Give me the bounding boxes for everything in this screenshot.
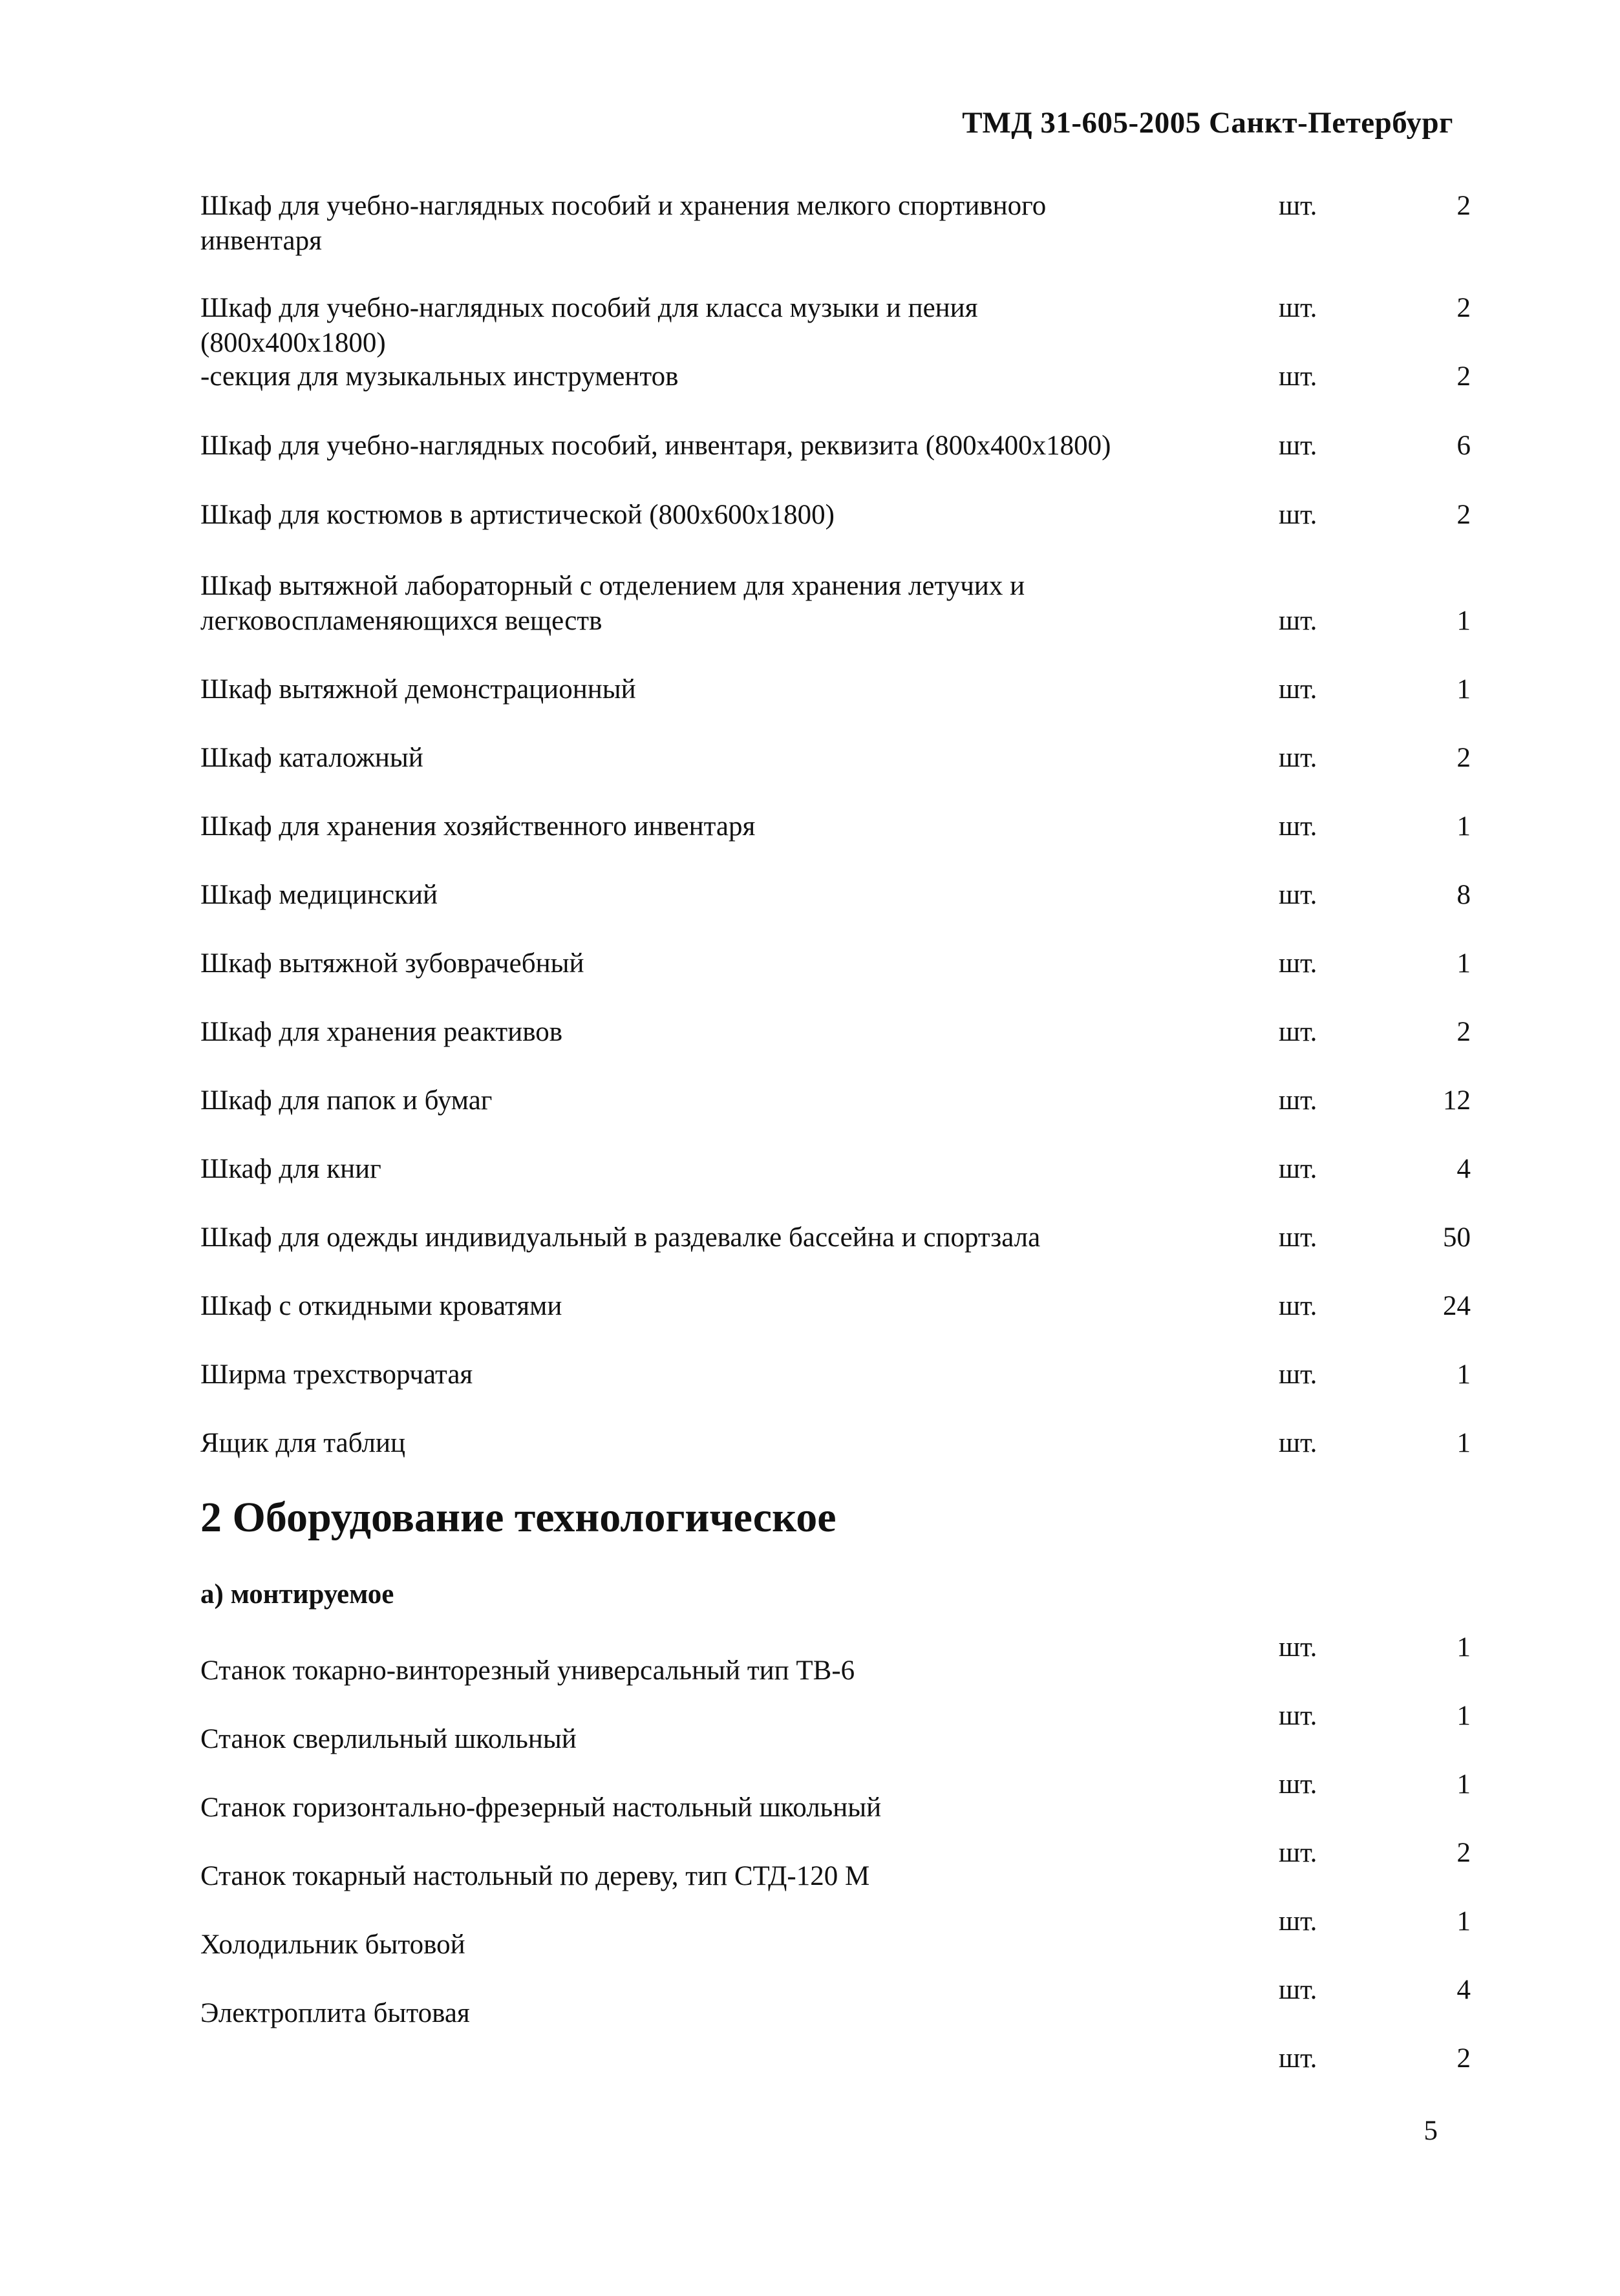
item-quantity: 4 xyxy=(1456,1975,1471,2005)
item-quantity: 2 xyxy=(1456,743,1471,773)
item-name xyxy=(200,1426,1235,1461)
item-name: Станок горизонтально-фрезерный настольный школьный xyxy=(200,1792,882,1823)
item-quantity: 24 xyxy=(1443,1291,1471,1321)
item-name: Станок сверлильный школьный xyxy=(200,1724,577,1754)
item-unit: шт. xyxy=(1279,1428,1317,1458)
item-name: Станок токарно-винторезный универсальный тип ТВ-6 xyxy=(200,1655,855,1686)
item-name-line: Шкаф для хранения реактивов xyxy=(200,1017,563,1047)
item-name xyxy=(200,1015,1235,1050)
item-unit: шт. xyxy=(1279,1222,1317,1253)
item-quantity: 8 xyxy=(1456,880,1471,910)
item-unit: шт. xyxy=(1279,1975,1317,2005)
subsection-title: а) монтируемое xyxy=(200,1579,394,1610)
item-unit: шт. xyxy=(1279,2043,1317,2074)
item-unit: шт. xyxy=(1279,1359,1317,1390)
item-name-line: Шкаф вытяжной зубоврачебный xyxy=(200,948,584,979)
item-name: Холодильник бытовой xyxy=(200,1929,465,1960)
item-name xyxy=(200,1083,1235,1118)
item-name xyxy=(200,498,1235,533)
page-number: 5 xyxy=(1423,2116,1438,2146)
document-header: ТМД 31-605-2005 Санкт-Петербург xyxy=(962,106,1453,140)
item-name-line: Ширма трехстворчатая xyxy=(200,1359,473,1390)
item-name-line: Шкаф каталожный xyxy=(200,743,423,773)
item-name-line: Шкаф для книг xyxy=(200,1154,381,1184)
item-unit: шт. xyxy=(1279,191,1317,221)
item-quantity: 1 xyxy=(1456,948,1471,979)
item-name-line: Шкаф с откидными кроватями xyxy=(200,1291,562,1321)
item-unit: шт. xyxy=(1279,293,1317,323)
item-unit: шт. xyxy=(1279,948,1317,979)
item-name-line: Шкаф вытяжной лабораторный с отделением для хранения летучих и xyxy=(200,571,1025,601)
item-unit: шт. xyxy=(1279,743,1317,773)
item-name xyxy=(200,291,1235,361)
item-unit: шт. xyxy=(1279,1017,1317,1047)
item-unit: шт. xyxy=(1279,430,1317,461)
item-unit: шт. xyxy=(1279,1632,1317,1663)
item-unit: шт. xyxy=(1279,1769,1317,1800)
item-name-line: Шкаф для костюмов в артистической (800x600x1800) xyxy=(200,500,835,530)
item-name: Станок токарный настольный по дереву, тип СТД-120 М xyxy=(200,1861,870,1891)
item-name-line: -секция для музыкальных инструментов xyxy=(200,361,679,392)
item-name xyxy=(200,1220,1235,1255)
item-quantity: 2 xyxy=(1456,1017,1471,1047)
item-quantity: 2 xyxy=(1456,500,1471,530)
item-unit: шт. xyxy=(1279,1906,1317,1937)
item-name-line: Шкаф для хранения хозяйственного инвентаря xyxy=(200,811,756,842)
item-unit: шт. xyxy=(1279,1085,1317,1116)
item-name-line: Шкаф вытяжной демонстрационный xyxy=(200,674,636,705)
item-name xyxy=(200,946,1235,981)
item-quantity: 1 xyxy=(1456,1701,1471,1731)
item-unit: шт. xyxy=(1279,500,1317,530)
item-quantity: 2 xyxy=(1456,1838,1471,1868)
item-name-line: Шкаф для одежды индивидуальный в раздевалке бассейна и спортзала xyxy=(200,1222,1041,1253)
item-quantity: 1 xyxy=(1456,606,1471,636)
item-name-line: Ящик для таблиц xyxy=(200,1428,405,1458)
item-name-line: легковоспламеняющихся веществ xyxy=(200,606,602,636)
item-name xyxy=(200,429,1235,463)
item-quantity: 6 xyxy=(1456,430,1471,461)
item-unit: шт. xyxy=(1279,1838,1317,1868)
item-name xyxy=(200,1357,1235,1392)
item-quantity: 2 xyxy=(1456,293,1471,323)
item-quantity: 1 xyxy=(1456,1906,1471,1937)
item-unit: шт. xyxy=(1279,1154,1317,1184)
item-name-line: Шкаф для учебно-наглядных пособий и хранения мелкого спортивного xyxy=(200,191,1047,221)
item-unit: шт. xyxy=(1279,1291,1317,1321)
item-name xyxy=(200,359,1235,394)
item-quantity: 1 xyxy=(1456,1428,1471,1458)
item-quantity: 1 xyxy=(1456,1359,1471,1390)
item-quantity: 2 xyxy=(1456,361,1471,392)
section-title: 2 Оборудование технологическое xyxy=(200,1494,837,1541)
item-unit: шт. xyxy=(1279,674,1317,705)
item-name-line: Шкаф для папок и бумаг xyxy=(200,1085,493,1116)
item-name-line: Шкаф для учебно-наглядных пособий для класса музыки и пения xyxy=(200,293,978,323)
item-unit: шт. xyxy=(1279,361,1317,392)
item-quantity: 1 xyxy=(1456,1769,1471,1800)
item-quantity: 2 xyxy=(1456,2043,1471,2074)
item-name xyxy=(200,569,1235,639)
item-quantity: 50 xyxy=(1443,1222,1471,1253)
item-name-line: (800x400x1800) xyxy=(200,328,386,358)
item-name xyxy=(200,189,1235,259)
item-name-line: Шкаф медицинский xyxy=(200,880,438,910)
item-unit: шт. xyxy=(1279,880,1317,910)
item-name xyxy=(200,809,1235,844)
item-unit: шт. xyxy=(1279,811,1317,842)
item-name: Электроплита бытовая xyxy=(200,1998,470,2028)
item-name-line: инвентаря xyxy=(200,226,322,256)
item-name-line: Шкаф для учебно-наглядных пособий, инвентаря, реквизита (800x400x1800) xyxy=(200,430,1111,461)
item-quantity: 4 xyxy=(1456,1154,1471,1184)
item-quantity: 1 xyxy=(1456,674,1471,705)
item-name xyxy=(200,672,1235,707)
item-quantity: 1 xyxy=(1456,1632,1471,1663)
item-name xyxy=(200,741,1235,776)
item-quantity: 2 xyxy=(1456,191,1471,221)
item-name xyxy=(200,1289,1235,1324)
item-unit: шт. xyxy=(1279,606,1317,636)
item-quantity: 1 xyxy=(1456,811,1471,842)
item-name xyxy=(200,878,1235,913)
item-name xyxy=(200,1152,1235,1187)
item-unit: шт. xyxy=(1279,1701,1317,1731)
item-quantity: 12 xyxy=(1443,1085,1471,1116)
